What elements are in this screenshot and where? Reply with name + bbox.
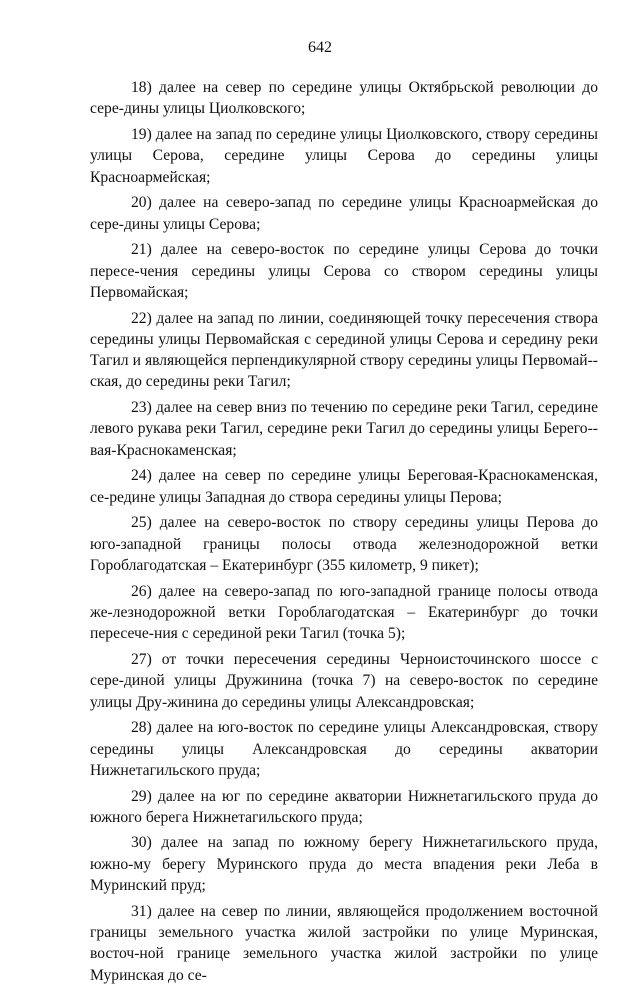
paragraph-20: 20) далее на северо-запад по середине улицы Красноармейская до сере-дины улицы Серова; xyxy=(90,194,598,233)
page-number: 642 xyxy=(308,39,332,56)
paragraph-31: 31) далее на север по линии, являющейся продолжением восточной границы земельного участка жилой застройки по улице Муринская, восточ-ной границе земельного участка жилой застройки по улице Муринская до се- xyxy=(90,902,598,984)
paragraph-25: 25) далее на северо-восток по створу середины улицы Перова до юго-западной границы полосы отвода железнодорожной ветки Гороблагодатская – Екатеринбург (355 километр, 9 пикет); xyxy=(90,514,598,574)
paragraph-21: 21) далее на северо-восток по середине улицы Серова до точки пересе-чения середины улицы Серова со створом середины улицы Первомайская; xyxy=(90,241,598,301)
paragraph-26: 26) далее на северо-запад по юго-западной границе полосы отвода же-лезнодорожной ветки Гороблагодатская – Екатеринбург до точки пересече-ния с серединой реки Тагил (точка 5); xyxy=(90,582,598,643)
paragraph-22: 22) далее на запад по линии, соединяющей точку пересечения створа середины улицы Первомайская с серединой улицы Серова и середину реки Тагил и являющейся перпендикулярной створу середины улицы Первомай-ская, до середины реки Тагил; xyxy=(90,309,598,391)
paragraph-29: 29) далее на юг по середине акватории Нижнетагильского пруда до южного берега Нижнетагильского пруда; xyxy=(90,787,598,826)
paragraph-27: 27) от точки пересечения середины Черноисточинского шоссе с сере-диной улицы Дружинина (точка 7) на северо-восток по середине улицы Дру-жинина до середины улицы Александровская; xyxy=(90,650,598,711)
paragraph-30: 30) далее на запад по южному берегу Нижнетагильского пруда, южно-му берегу Муринского пруда до места впадения реки Леба в Муринский пруд; xyxy=(90,834,598,895)
paragraph-23: 23) далее на север вниз по течению по середине реки Тагил, середине левого рукава реки Тагил, середине реки Тагил до середины улицы Берего-вая-Краснокаменская; xyxy=(90,399,598,459)
paragraph-19: 19) далее на запад по середине улицы Циолковского, створу середины улицы Серова, середине улицы Серова до середины улицы Красноармейская; xyxy=(90,125,598,186)
paragraph-24: 24) далее на север по середине улицы Береговая-Краснокаменская, се-редине улицы Западная до створа середины улицы Перова; xyxy=(90,467,598,506)
page-body xyxy=(90,77,598,986)
paragraph-18: 18) далее на север по середине улицы Октябрьской революции до сере-дины улицы Циолковского; xyxy=(90,79,598,118)
paragraph-28: 28) далее на юго-восток по середине улицы Александровская, створу середины улицы Александровская до середины акватории Нижнетагильского пруда; xyxy=(90,719,598,779)
